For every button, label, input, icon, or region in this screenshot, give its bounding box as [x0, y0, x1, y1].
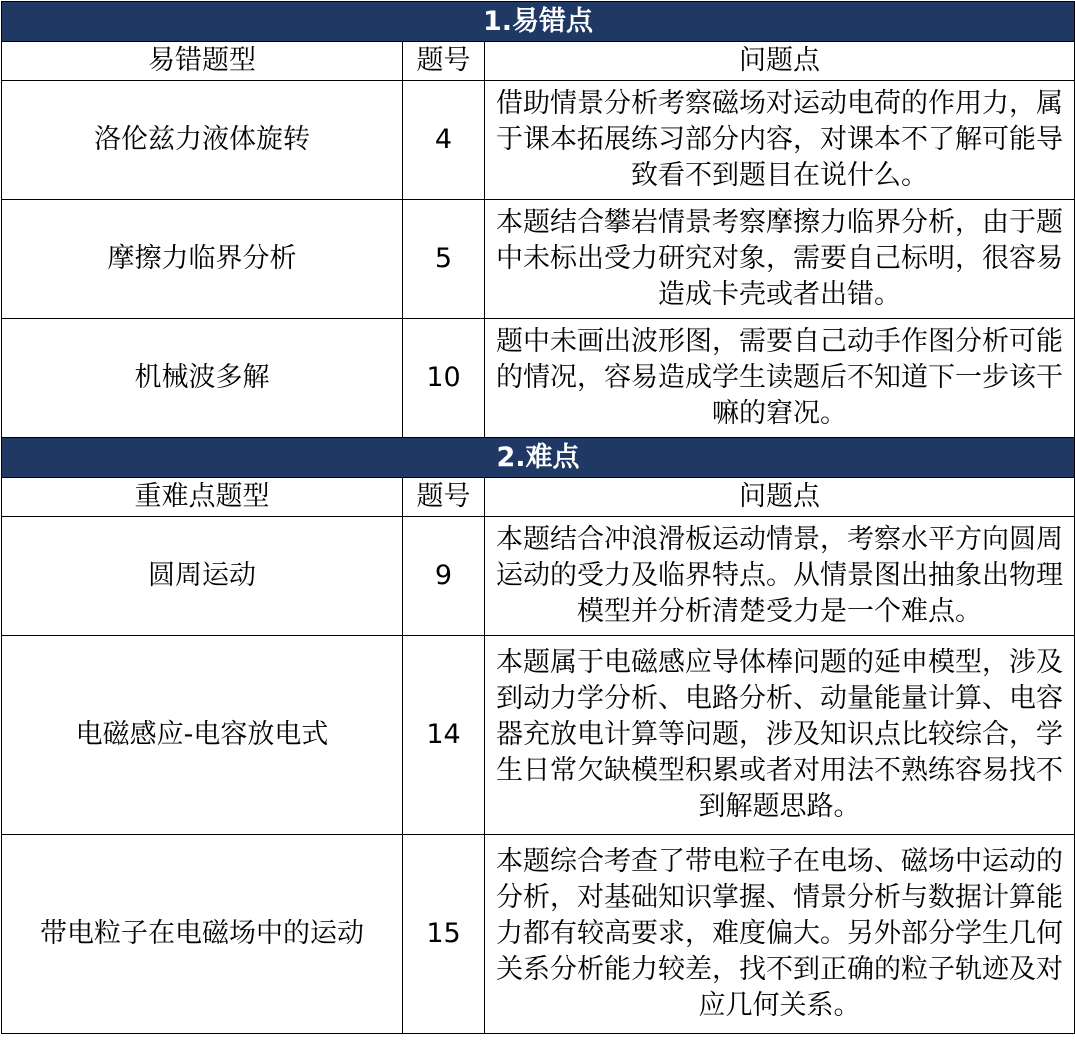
column-header-row [2, 478, 1075, 517]
question-number: 15 [403, 835, 485, 1034]
table-row [2, 517, 1075, 636]
question-number: 4 [403, 81, 485, 200]
section-header-mistakes [2, 2, 1075, 42]
question-number: 14 [403, 636, 485, 835]
column-header-issue: 问题点 [485, 478, 1075, 517]
column-header-row [2, 42, 1075, 81]
table-row [2, 835, 1075, 1034]
issue-description: 借助情景分析考察磁场对运动电荷的作用力，属于课本拓展练习部分内容，对课本不了解可能导致看不到题目在说什么。 [485, 81, 1075, 200]
section-title: 1.易错点 [2, 2, 1075, 42]
question-number: 5 [403, 200, 485, 319]
question-type: 摩擦力临界分析 [2, 200, 403, 319]
analysis-table [1, 1, 1075, 1034]
issue-description: 本题综合考查了带电粒子在电场、磁场中运动的分析，对基础知识掌握、情景分析与数据计算能力都有较高要求，难度偏大。另外部分学生几何关系分析能力较差，找不到正确的粒子轨迹及对应几何关系。 [485, 835, 1075, 1034]
question-type: 圆周运动 [2, 517, 403, 636]
question-type: 洛伦兹力液体旋转 [2, 81, 403, 200]
column-header-type: 易错题型 [2, 42, 403, 81]
issue-description: 题中未画出波形图，需要自己动手作图分析可能的情况，容易造成学生读题后不知道下一步该干嘛的窘况。 [485, 319, 1075, 438]
question-number: 9 [403, 517, 485, 636]
column-header-number: 题号 [403, 478, 485, 517]
column-header-issue: 问题点 [485, 42, 1075, 81]
question-number: 10 [403, 319, 485, 438]
question-type: 机械波多解 [2, 319, 403, 438]
table-row [2, 636, 1075, 835]
question-type: 电磁感应-电容放电式 [2, 636, 403, 835]
column-header-type: 重难点题型 [2, 478, 403, 517]
table-row [2, 319, 1075, 438]
question-type: 带电粒子在电磁场中的运动 [2, 835, 403, 1034]
table-row [2, 81, 1075, 200]
section-title: 2.难点 [2, 438, 1075, 478]
section-header-difficulties [2, 438, 1075, 478]
issue-description: 本题属于电磁感应导体棒问题的延申模型，涉及到动力学分析、电路分析、动量能量计算、电容器充放电计算等问题，涉及知识点比较综合，学生日常欠缺模型积累或者对用法不熟练容易找不到解题思路。 [485, 636, 1075, 835]
issue-description: 本题结合冲浪滑板运动情景，考察水平方向圆周运动的受力及临界特点。从情景图出抽象出物理模型并分析清楚受力是一个难点。 [485, 517, 1075, 636]
column-header-number: 题号 [403, 42, 485, 81]
table-row [2, 200, 1075, 319]
issue-description: 本题结合攀岩情景考察摩擦力临界分析，由于题中未标出受力研究对象，需要自己标明，很容易造成卡壳或者出错。 [485, 200, 1075, 319]
